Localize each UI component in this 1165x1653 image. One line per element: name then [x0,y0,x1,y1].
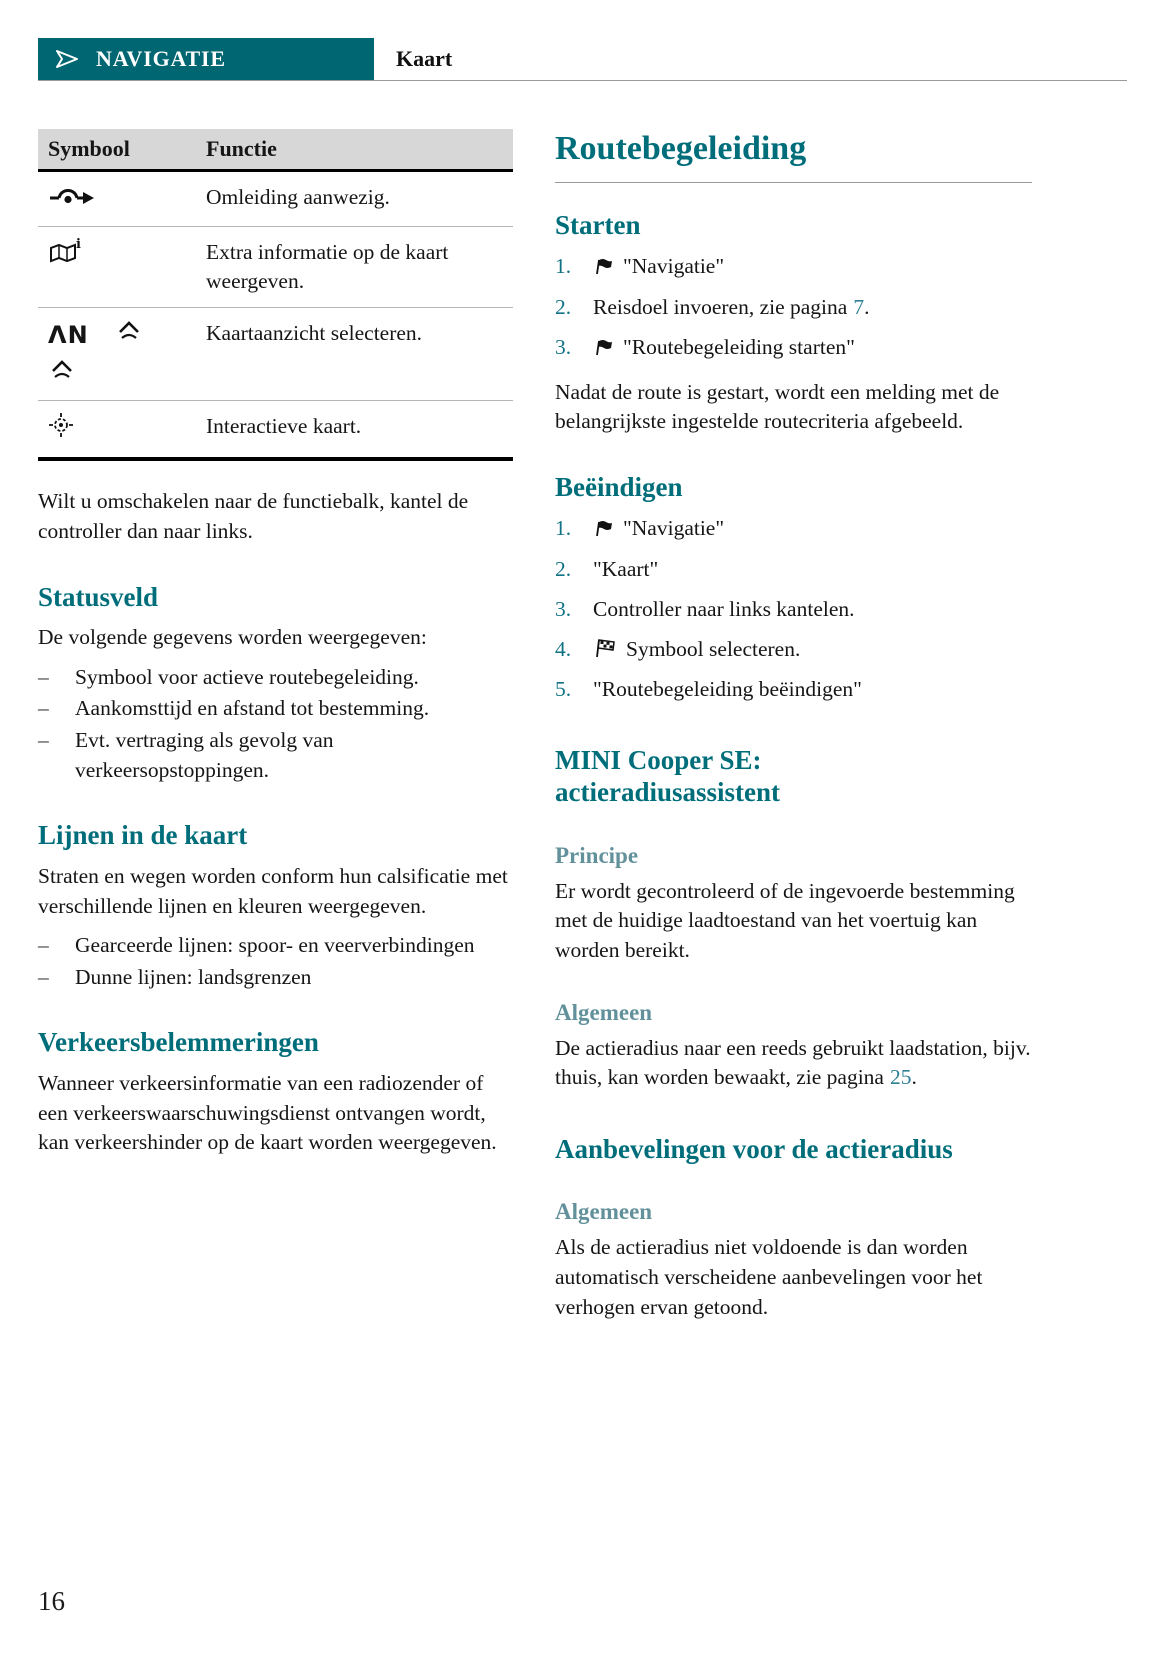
table-row [38,308,513,401]
bullet-dash: – [38,696,49,721]
step-number: 1. [555,516,572,541]
compass-arrow-icon [48,359,76,389]
map-view-select-icons [48,319,186,389]
subsection-title-algemeen: Algemeen [555,999,653,1025]
symbol-cell [38,308,196,401]
page-content [38,129,1127,1332]
step-number: 4. [555,636,572,661]
paragraph-text-after: . [911,1065,917,1090]
subsection-title-principe: Principe [555,842,639,868]
statusveld-lead: De volgende gegevens worden weergegeven: [38,625,427,650]
step-text: Controller naar links kantelen. [593,596,855,621]
step-number: 1. [555,254,572,279]
interactive-map-icon [48,419,74,443]
verkeer-paragraph: Wanneer verkeersinformatie van een radiozender of een verkeerswaarschuwingsdienst ontvangen wordt, kan verkeershinder op de kaart worden weergegeven. [38,1070,497,1155]
step-text-after: . [864,294,870,319]
bullet-text: Gearceerde lijnen: spoor- en veerverbindingen [75,933,475,958]
functie-cell: Extra informatie op de kaart weergeven. [206,240,449,294]
page-link-25[interactable]: 25 [889,1065,912,1090]
step-number: 3. [555,596,572,621]
main-title-routebegeleiding: Routebegeleiding [555,129,1032,183]
step-text: "Routebegeleiding beëindigen" [593,676,862,701]
principe-paragraph: Er wordt gecontroleerd of de ingevoerde bestemming met de huidige laadtoestand van het voertuig kan worden bereikt. [555,878,1015,963]
list-item [38,931,513,961]
list-item [555,513,1032,543]
step-text: Symbool selecteren. [626,636,801,661]
map-extra-info-icon [48,238,84,271]
section-title-beeindigen: Beëindigen [555,472,683,503]
page-link-7[interactable]: 7 [853,294,865,319]
list-item [555,251,1032,281]
symbol-cell [38,171,196,227]
table-header-functie: Functie [196,129,513,171]
symbol-function-table [38,129,513,461]
lijnen-bullets [38,931,513,992]
subsection-title-algemeen-2: Algemeen [555,1199,653,1225]
list-item [555,554,1032,584]
list-item [555,674,1032,704]
beeindigen-steps [555,513,1032,703]
bullet-text: Evt. vertraging als gevolg van verkeersopstoppingen. [75,728,334,782]
symbol-cell [38,401,196,460]
table-header-row [38,129,513,171]
table-row [38,171,513,227]
step-text: "Routebegeleiding starten" [623,334,855,359]
functie-cell: Interactieve kaart. [206,414,362,439]
bullet-text: Aankomsttijd en afstand tot bestemming. [75,696,430,721]
aanbevelingen-paragraph: Als de actieradius niet voldoende is dan worden automatisch verscheidene aanbevelingen voor het verhogen ervan getoond. [555,1235,983,1319]
section-title-mini-cooper-se: MINI Cooper SE: actieradiusassistent [555,744,780,808]
table-row [38,227,513,308]
chapter-badge [38,38,374,80]
page-header [38,38,1127,81]
bullet-text: Symbool voor actieve routebegeleiding. [75,664,419,689]
list-item [38,963,513,993]
nav-menu-icon [593,515,613,545]
page-number: 16 [38,1586,65,1616]
list-item [555,332,1032,362]
step-number: 2. [555,556,572,581]
nav-arrow-icon [54,49,80,69]
compass-arrow-icon [115,320,143,350]
section-title-verkeersbelemmeringen: Verkeersbelemmeringen [38,1027,319,1058]
nav-menu-icon [593,253,613,283]
list-item [555,292,1032,322]
bullet-text: Dunne lijnen: landsgrenzen [75,964,312,989]
bullet-dash: – [38,728,49,753]
list-item [38,726,513,785]
left-column [38,129,513,1332]
step-number: 5. [555,676,572,701]
symbol-cell [38,227,196,308]
step-number: 3. [555,334,572,359]
north-up-letters: ΛN [48,321,89,350]
step-text: "Navigatie" [623,254,725,279]
list-item [38,694,513,724]
functie-cell: Kaartaanzicht selecteren. [206,321,423,346]
statusveld-bullets [38,663,513,786]
bullet-dash: – [38,933,49,958]
table-row [38,401,513,460]
page-chapter-title: Kaart [396,46,453,71]
section-title-statusveld: Statusveld [38,581,159,612]
table-header-symbol: Symbool [38,129,196,171]
step-text: "Kaart" [593,556,659,581]
step-text-before: Reisdoel invoeren, zie pagina [593,294,848,319]
lijnen-lead: Straten en wegen worden conform hun calsificatie met verschillende lijnen en kleuren weergegeven. [38,863,508,918]
section-title-starten: Starten [555,210,641,241]
list-item [555,634,1032,664]
nav-menu-icon [593,334,613,364]
starten-steps [555,251,1032,361]
step-text [593,292,1032,322]
intro-paragraph: Wilt u omschakelen naar de functiebalk, kantel de controller dan naar links. [38,489,469,544]
bullet-dash: – [38,664,49,689]
functie-cell: Omleiding aanwezig. [206,185,390,209]
list-item [38,663,513,693]
right-column [555,129,1032,1332]
section-title-aanbevelingen: Aanbevelingen voor de actieradius [555,1134,953,1164]
paragraph-text-before: De actieradius naar een reeds gebruikt laadstation, bijv. thuis, kan worden bewaakt, zie pagina [555,1035,1031,1090]
checkered-flag-icon [593,636,616,666]
detour-icon [48,188,96,212]
step-text: "Navigatie" [623,516,725,541]
section-title-lijnen: Lijnen in de kaart [38,820,248,851]
starten-paragraph: Nadat de route is gestart, wordt een melding met de belangrijkste ingestelde routecriteria afgebeeld. [555,379,1000,434]
svg-text:i: i [76,238,81,253]
algemeen-paragraph [555,1034,1032,1093]
list-item [555,594,1032,624]
bullet-dash: – [38,964,49,989]
chapter-badge-label: NAVIGATIE [96,46,226,71]
step-number: 2. [555,294,572,319]
